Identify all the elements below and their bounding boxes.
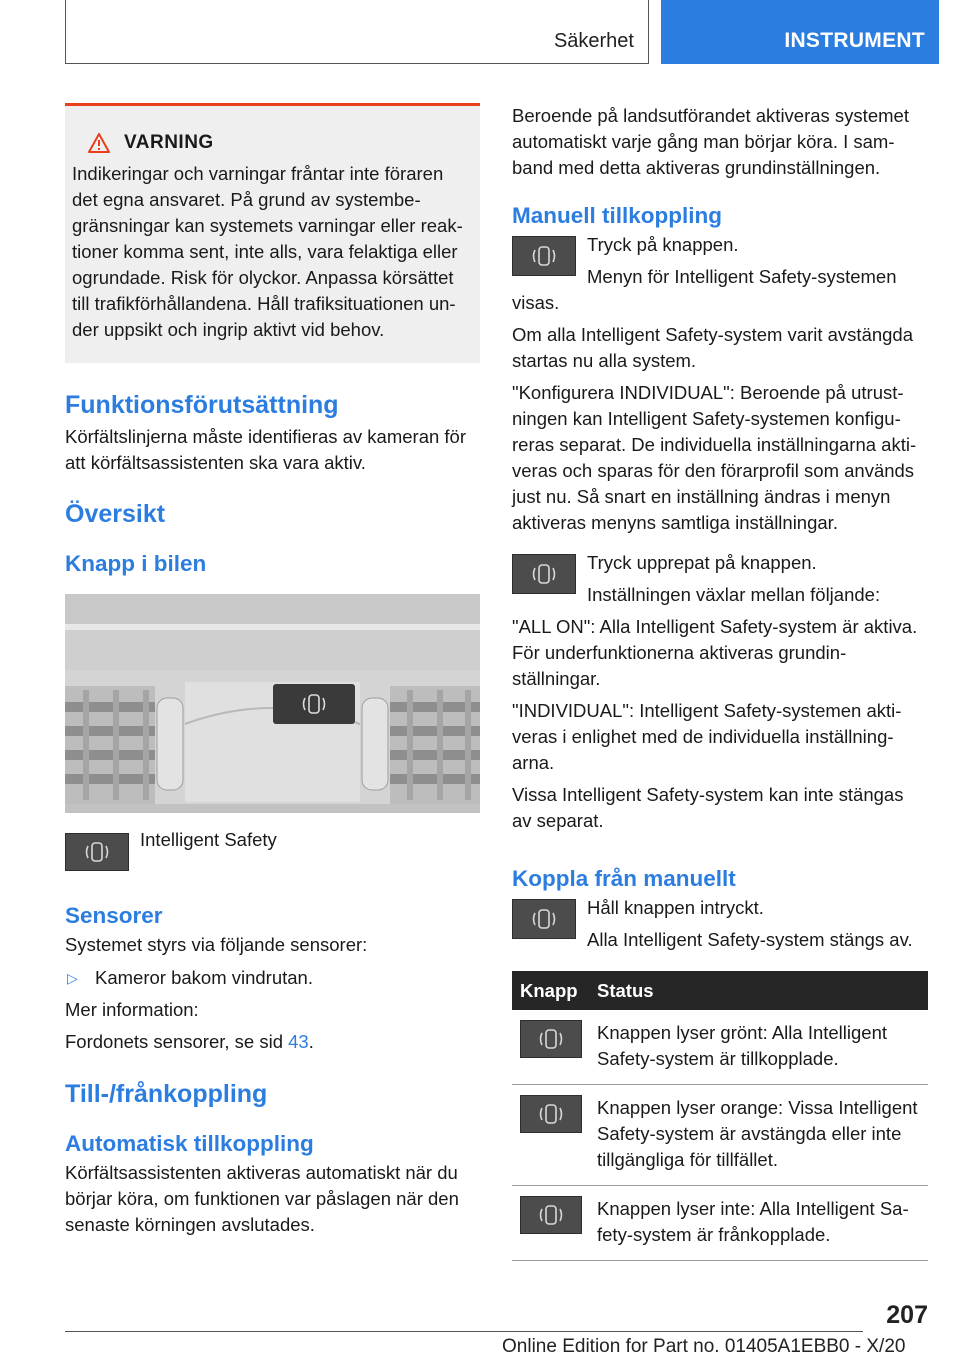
left-column — [65, 103, 480, 1238]
right-intro: Beroende på landsutförandet aktiveras systemet automatiskt varje gång man börjar köra. I samband med detta aktiveras grundinställningen. — [512, 105, 909, 178]
individual-text: "INDIVIDUAL": Intelligent Safety-systemen aktiveras i enlighet med de individuella inställningarna. — [512, 700, 902, 773]
more-info-label: Mer information: — [65, 999, 199, 1020]
page-link[interactable]: 43 — [288, 1031, 309, 1052]
button-orange-icon — [520, 1095, 582, 1133]
heading-manuell-tillkoppling: Manuell tillkoppling — [512, 203, 722, 228]
table-cell-status: Knappen lyser orange: Vissa Intelligent Safety-system är avstängda eller inte tillgängliga för tillfället. — [592, 1085, 928, 1186]
heading-koppla-fran: Koppla från manuellt — [512, 866, 736, 891]
button-caption: Intelligent Safety — [140, 829, 277, 850]
bullet-triangle-icon: ▷ — [67, 970, 78, 986]
table-row — [512, 1085, 928, 1186]
warning-title: VARNING — [124, 132, 214, 153]
list-item: ▷ Kameror bakom vindrutan. — [65, 965, 480, 991]
table-header-status: Status — [592, 971, 928, 1010]
section-title: Säkerhet — [553, 30, 634, 52]
heading-sensorer: Sensorer — [65, 903, 163, 928]
heading-knapp-i-bilen: Knapp i bilen — [65, 551, 207, 576]
header-chapter-tab[interactable] — [661, 0, 939, 64]
sensorer-intro: Systemet styrs via följande sensorer: — [65, 934, 368, 955]
step2-a: Tryck upprepat på knappen. — [587, 552, 817, 573]
heading-funktionsforutsattning: Funktionsförutsättning — [65, 391, 339, 419]
table-header-knapp: Knapp — [512, 971, 592, 1010]
page-number: 207 — [886, 1301, 928, 1329]
vissa-text: Vissa Intelligent Safety-system kan inte stängas av separat. — [512, 784, 904, 831]
intelligent-safety-button-icon — [512, 554, 576, 594]
funktion-text: Körfältslinjerna måste identifieras av kameran för att körfältsassistenten ska vara aktiv. — [65, 426, 467, 473]
heading-till-frankoppling: Till-/frånkoppling — [65, 1080, 268, 1108]
button-green-icon — [520, 1020, 582, 1058]
intelligent-safety-button-icon — [65, 833, 129, 871]
status-table — [512, 971, 928, 1261]
footer-edition: Online Edition for Part no. 01405A1EBB0 - X/20 — [502, 1336, 906, 1357]
para1: Om alla Intelligent Safety-system varit avstängda startas nu alla system. — [512, 324, 914, 371]
footer-divider — [65, 1331, 863, 1332]
warning-text: Indikeringar och varningar fråntar inte föraren det egna ansvaret. På grund av systembegränsningar kan systemets varningar eller reaktioner komma sent, inte alls, vara felaktiga eller ogrundade. Risk för olyckor. Anpassa körsättet till trafikförhållandena. Håll trafiksituationen under uppsikt och ingrip aktivt vid behov. — [72, 163, 463, 340]
car-console-photo — [65, 594, 480, 813]
header-section-tab[interactable] — [65, 0, 649, 64]
heading-automatisk-tillkoppling: Automatisk tillkoppling — [65, 1131, 314, 1156]
right-column — [512, 103, 928, 1261]
button-off-icon — [520, 1196, 582, 1234]
chapter-title: INSTRUMENT — [784, 29, 925, 52]
step3-a: Håll knappen intryckt. — [587, 897, 764, 918]
heading-oversikt: Översikt — [65, 500, 166, 528]
warning-triangle-icon — [88, 133, 110, 153]
para2: "Konfigurera INDIVIDUAL": Beroende på utrustningen kan Intelligent Safety-systemen konfigureras separat. De individuella inställningarna aktiveras och sparas för den förarprofil som används just nu. Så snart en inställning ändras i menyn aktiveras menyns samtliga inställningar. — [512, 382, 917, 533]
auto-text: Körfältsassistenten aktiveras automatiskt när du börjar köra, om funktionen var påslagen när den senaste körningen avslutades. — [65, 1162, 459, 1235]
table-row — [512, 1186, 928, 1261]
table-row — [512, 1010, 928, 1085]
warning-box — [65, 103, 480, 363]
step1-a: Tryck på knappen. — [587, 234, 739, 255]
step1-b: Menyn för Intelligent Safety-systemen — [587, 266, 897, 287]
intelligent-safety-button-icon — [512, 236, 576, 276]
table-cell-status: Knappen lyser inte: Alla Intelligent Safety-system är frånkopplade. — [592, 1186, 928, 1261]
step3-b: Alla Intelligent Safety-system stängs av. — [587, 929, 913, 950]
allon-text: "ALL ON": Alla Intelligent Safety-system är aktiva. För underfunktionerna aktiveras grundinställningar. — [512, 616, 918, 689]
intelligent-safety-button-icon — [512, 899, 576, 939]
sensor-reference: Fordonets sensorer, se sid 43. — [65, 1031, 314, 1052]
step1-c: visas. — [512, 292, 560, 313]
table-cell-status: Knappen lyser grönt: Alla Intelligent Safety-system är tillkopplade. — [592, 1010, 928, 1085]
step2-b: Inställningen växlar mellan följande: — [587, 584, 881, 605]
